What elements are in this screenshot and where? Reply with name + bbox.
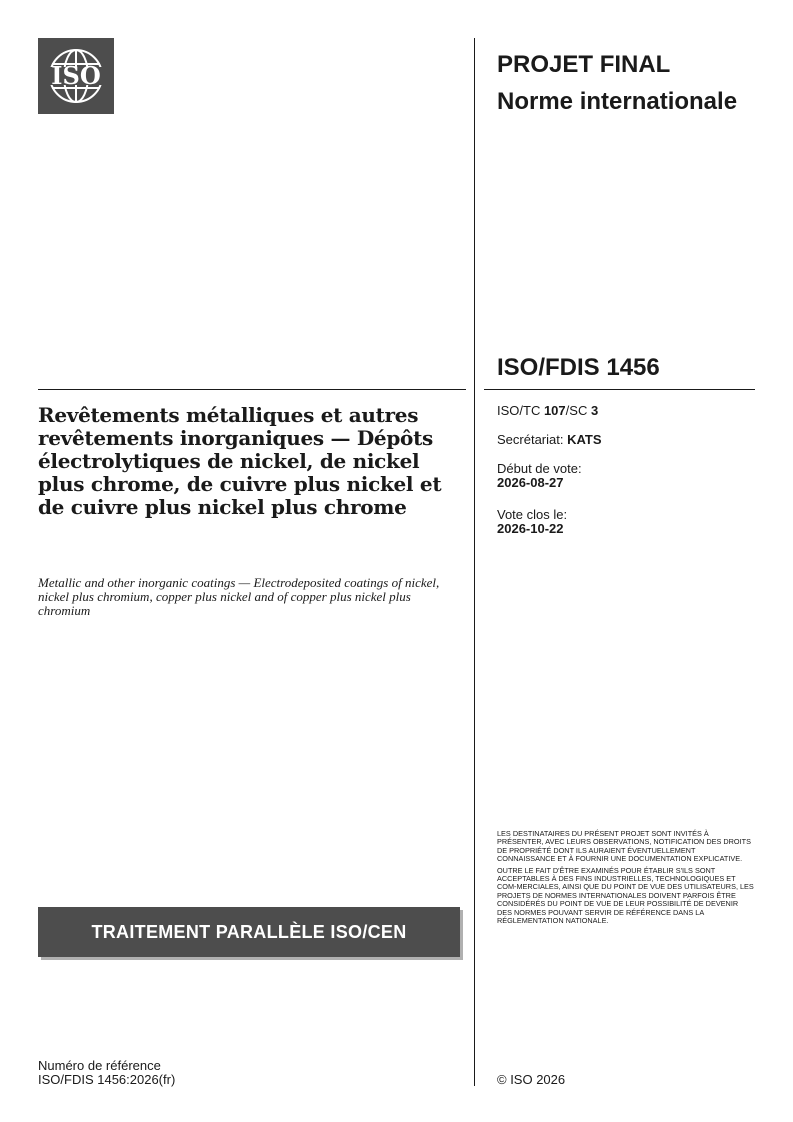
- reference-number-value: ISO/FDIS 1456:2026(fr): [38, 1072, 176, 1087]
- vote-start-label: Début de vote:: [497, 461, 582, 476]
- committee-sc: 3: [590, 403, 599, 418]
- document-number: ISO/FDIS 1456: [497, 354, 660, 381]
- copyright-notice: © ISO 2026: [497, 1072, 566, 1087]
- parallel-processing-banner: [38, 907, 460, 957]
- title-french: Revêtements métalliques et autres revêtements inorganiques — Dépôts électrolytiques de nickel, de nickel plus chrome, de cuivre plus nickel et de cuivre plus nickel plus chrome: [38, 403, 442, 519]
- iso-logo-text: ISO: [51, 61, 101, 90]
- banner-text: TRAITEMENT PARALLÈLE ISO/CEN: [91, 921, 407, 942]
- title-english: Metallic and other inorganic coatings — Electrodeposited coatings of nickel, nickel plus chromium, copper plus nickel and of copper plus nickel plus chromium: [38, 575, 440, 618]
- iso-logo: [38, 38, 114, 114]
- secretariat-value: KATS: [567, 432, 602, 447]
- vote-start-value: [497, 475, 564, 490]
- recipient-notice: [497, 830, 755, 928]
- secretariat-line: [497, 432, 602, 447]
- document-status: PROJET FINAL: [497, 51, 671, 78]
- notice-paragraph-2: OUTRE LE FAIT D'ÊTRE EXAMINÉS POUR ÉTABLIR S'ILS SONT ACCEPTABLES À DES FINS INDUSTRIELLES, TECHNOLOGIQUES ET COM-MERCIALES, AINSI QUE DU POINT DE VUE DES UTILISATEURS, LES PROJETS DE NORMES INTERNATIONALES DOIVENT PARFOIS ÊTRE CONSIDÉRÉS DU POINT DE VUE DE LEUR POSSIBILITÉ DE DEVENIR DES NORMES POUVANT SERVIR DE RÉFÉRENCE DANS LA RÉGLEMENTATION NATIONALE.: [497, 865, 754, 926]
- vertical-divider: [474, 38, 475, 1086]
- committee-line: [497, 403, 598, 418]
- committee-prefix: ISO/TC: [497, 403, 544, 418]
- secretariat-label: Secrétariat:: [497, 432, 568, 447]
- committee-tc: 107: [543, 403, 566, 418]
- vote-end-label: Vote clos le:: [497, 507, 568, 522]
- document-type: Norme internationale: [497, 88, 738, 115]
- horizontal-divider-left: [38, 389, 466, 390]
- vote-start-date: 2026-08-27: [497, 475, 564, 490]
- iso-globe-icon: [38, 38, 114, 114]
- reference-number-label: Numéro de référence: [38, 1058, 161, 1073]
- notice-paragraph-1: LES DESTINATAIRES DU PRÉSENT PROJET SONT INVITÉS À PRÉSENTER, AVEC LEURS OBSERVATIONS, NOTIFICATION DES DROITS DE PROPRIÉTÉ DONT ILS AURAIENT ÉVENTUELLEMENT CONNAISSANCE ET À FOURNIR UNE DOCUMENTATION EXPLICATIVE.: [497, 829, 751, 864]
- vote-end-value: [497, 521, 564, 536]
- vote-end-date: 2026-10-22: [497, 521, 564, 536]
- horizontal-divider-right: [484, 389, 755, 390]
- committee-separator: /SC: [565, 403, 591, 418]
